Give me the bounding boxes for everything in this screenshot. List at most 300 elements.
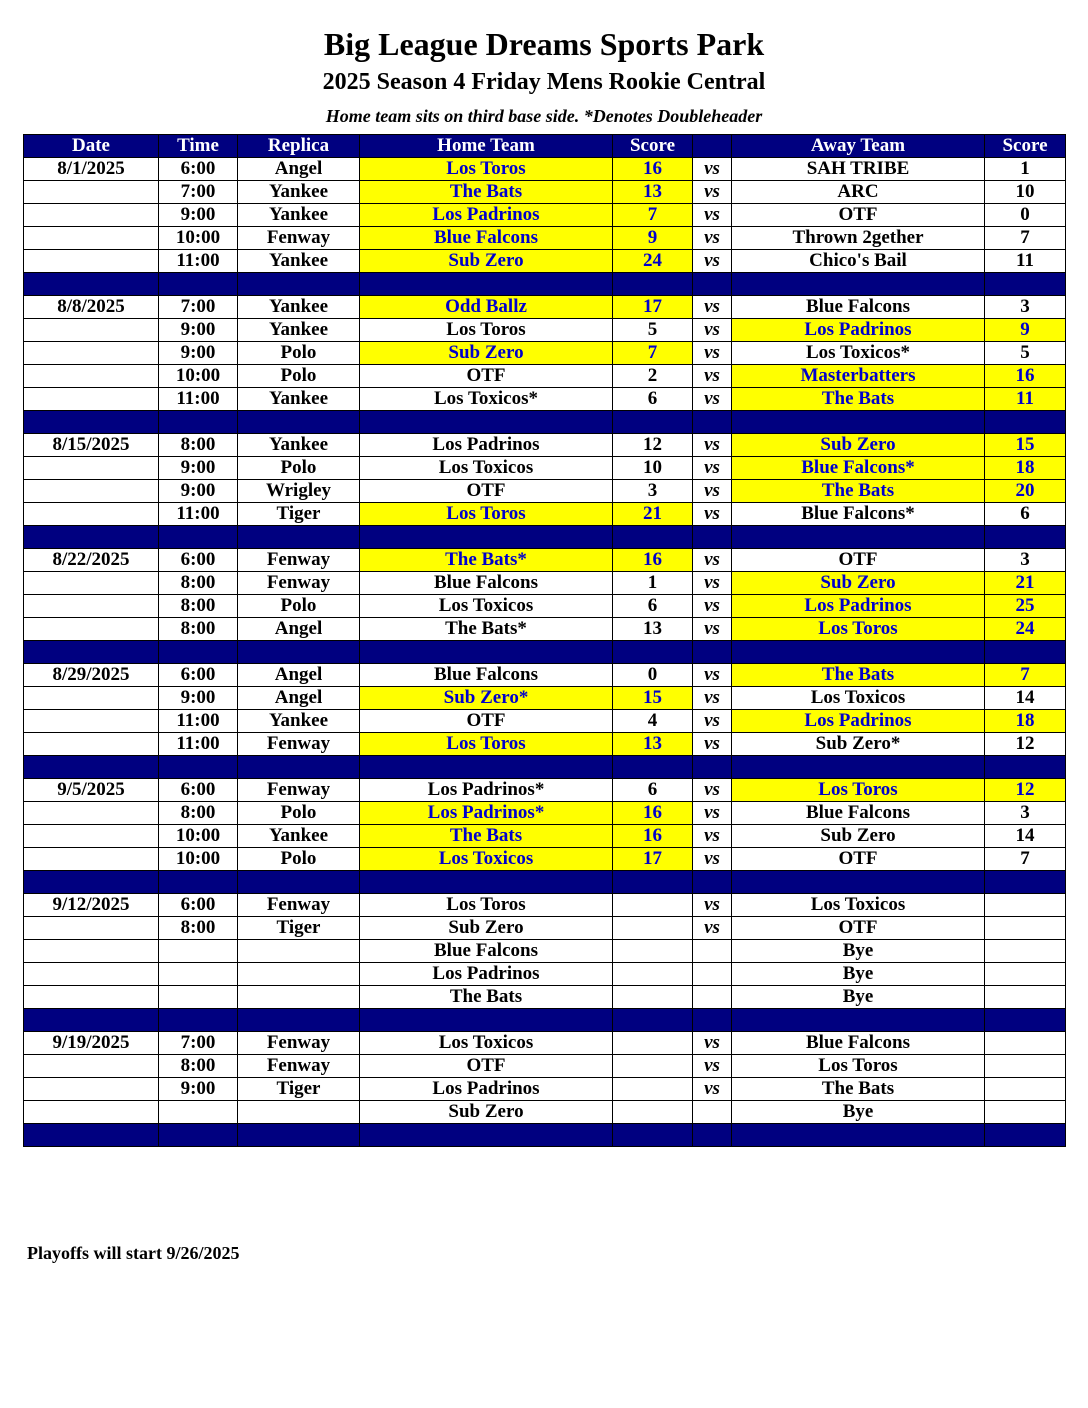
col-header-home-score: Score: [613, 135, 693, 158]
replica-cell: Fenway: [238, 549, 360, 572]
replica-cell: Yankee: [238, 296, 360, 319]
home-team-cell: Sub Zero: [360, 342, 613, 365]
home-team-cell: OTF: [360, 480, 613, 503]
away-team-cell: The Bats: [732, 664, 985, 687]
time-cell: 9:00: [159, 1078, 238, 1101]
table-row: [24, 664, 1066, 687]
home-score-cell: 13: [613, 733, 693, 756]
vs-label: vs: [693, 825, 732, 848]
home-team-cell: Blue Falcons: [360, 940, 613, 963]
separator-cell: [693, 411, 732, 434]
week-separator-row: [24, 871, 1066, 894]
time-cell: 8:00: [159, 802, 238, 825]
separator-cell: [159, 411, 238, 434]
date-cell: 9/19/2025: [24, 1032, 159, 1055]
time-cell: 9:00: [159, 457, 238, 480]
home-team-cell: Los Toros: [360, 158, 613, 181]
home-score-cell: 3: [613, 480, 693, 503]
home-team-cell: Los Padrinos: [360, 1078, 613, 1101]
table-row: [24, 296, 1066, 319]
vs-label: vs: [693, 480, 732, 503]
home-team-cell: Los Padrinos*: [360, 802, 613, 825]
col-header-away-score: Score: [985, 135, 1066, 158]
away-team-cell: OTF: [732, 917, 985, 940]
vs-label: vs: [693, 733, 732, 756]
separator-cell: [24, 756, 159, 779]
time-cell: 10:00: [159, 227, 238, 250]
table-row: [24, 986, 1066, 1009]
separator-cell: [732, 273, 985, 296]
date-cell: [24, 365, 159, 388]
schedule-note: Home team sits on third base side. *Denotes Doubleheader: [325, 106, 763, 126]
replica-cell: [238, 1101, 360, 1124]
home-team-cell: The Bats: [360, 825, 613, 848]
away-score-cell: 24: [985, 618, 1066, 641]
home-team-cell: Sub Zero: [360, 1101, 613, 1124]
home-team-cell: Los Toros: [360, 733, 613, 756]
replica-cell: Angel: [238, 618, 360, 641]
table-row: [24, 687, 1066, 710]
separator-cell: [732, 756, 985, 779]
table-row: [24, 572, 1066, 595]
replica-cell: Yankee: [238, 825, 360, 848]
table-row: [24, 250, 1066, 273]
week-separator-row: [24, 273, 1066, 296]
schedule-table: [23, 134, 1066, 1147]
time-cell: 11:00: [159, 503, 238, 526]
date-cell: [24, 572, 159, 595]
time-cell: 10:00: [159, 365, 238, 388]
time-cell: 8:00: [159, 595, 238, 618]
separator-cell: [985, 526, 1066, 549]
separator-cell: [238, 1124, 360, 1147]
time-cell: [159, 963, 238, 986]
home-score-cell: [613, 1078, 693, 1101]
separator-cell: [159, 1009, 238, 1032]
home-team-cell: Los Toxicos*: [360, 388, 613, 411]
replica-cell: Fenway: [238, 1032, 360, 1055]
date-cell: 8/29/2025: [24, 664, 159, 687]
separator-cell: [985, 1124, 1066, 1147]
away-score-cell: 21: [985, 572, 1066, 595]
home-team-cell: Los Toros: [360, 503, 613, 526]
table-row: [24, 710, 1066, 733]
date-cell: [24, 733, 159, 756]
vs-label: vs: [693, 595, 732, 618]
home-score-cell: [613, 894, 693, 917]
replica-cell: Polo: [238, 802, 360, 825]
col-header-vs: [693, 135, 732, 158]
home-score-cell: [613, 940, 693, 963]
home-score-cell: 6: [613, 388, 693, 411]
replica-cell: Fenway: [238, 227, 360, 250]
date-cell: [24, 963, 159, 986]
time-cell: 9:00: [159, 687, 238, 710]
vs-label: [693, 940, 732, 963]
home-team-cell: Los Toxicos: [360, 848, 613, 871]
away-score-cell: 14: [985, 687, 1066, 710]
home-score-cell: 12: [613, 434, 693, 457]
date-cell: 9/5/2025: [24, 779, 159, 802]
separator-cell: [732, 526, 985, 549]
vs-label: vs: [693, 549, 732, 572]
home-team-cell: Los Toros: [360, 894, 613, 917]
home-score-cell: [613, 986, 693, 1009]
away-score-cell: 7: [985, 664, 1066, 687]
replica-cell: Wrigley: [238, 480, 360, 503]
table-row: [24, 963, 1066, 986]
replica-cell: [238, 986, 360, 1009]
table-row: [24, 227, 1066, 250]
away-score-cell: 3: [985, 296, 1066, 319]
separator-cell: [985, 871, 1066, 894]
time-cell: [159, 940, 238, 963]
replica-cell: Polo: [238, 342, 360, 365]
away-team-cell: The Bats: [732, 480, 985, 503]
separator-cell: [693, 1124, 732, 1147]
time-cell: 6:00: [159, 894, 238, 917]
table-row: [24, 733, 1066, 756]
separator-cell: [693, 1009, 732, 1032]
separator-cell: [238, 641, 360, 664]
date-cell: [24, 204, 159, 227]
time-cell: 9:00: [159, 480, 238, 503]
date-cell: [24, 181, 159, 204]
home-team-cell: Los Padrinos: [360, 204, 613, 227]
separator-cell: [238, 756, 360, 779]
away-score-cell: [985, 1055, 1066, 1078]
home-score-cell: [613, 1101, 693, 1124]
replica-cell: [238, 940, 360, 963]
home-score-cell: 15: [613, 687, 693, 710]
time-cell: 7:00: [159, 1032, 238, 1055]
away-team-cell: Bye: [732, 940, 985, 963]
away-team-cell: SAH TRIBE: [732, 158, 985, 181]
replica-cell: Yankee: [238, 388, 360, 411]
separator-cell: [732, 871, 985, 894]
home-team-cell: Blue Falcons: [360, 664, 613, 687]
separator-cell: [360, 273, 613, 296]
away-score-cell: 0: [985, 204, 1066, 227]
away-team-cell: Sub Zero: [732, 572, 985, 595]
home-score-cell: 10: [613, 457, 693, 480]
separator-cell: [159, 641, 238, 664]
replica-cell: Tiger: [238, 917, 360, 940]
table-row: [24, 1055, 1066, 1078]
replica-cell: Polo: [238, 457, 360, 480]
replica-cell: Polo: [238, 595, 360, 618]
vs-label: vs: [693, 250, 732, 273]
separator-cell: [985, 273, 1066, 296]
week-separator-row: [24, 526, 1066, 549]
vs-label: vs: [693, 618, 732, 641]
table-row: [24, 434, 1066, 457]
date-cell: [24, 388, 159, 411]
away-score-cell: 18: [985, 457, 1066, 480]
home-score-cell: [613, 963, 693, 986]
time-cell: 6:00: [159, 664, 238, 687]
home-team-cell: Odd Ballz: [360, 296, 613, 319]
replica-cell: Fenway: [238, 1055, 360, 1078]
away-team-cell: The Bats: [732, 388, 985, 411]
separator-cell: [24, 526, 159, 549]
separator-cell: [360, 1124, 613, 1147]
away-score-cell: 18: [985, 710, 1066, 733]
separator-cell: [24, 273, 159, 296]
vs-label: vs: [693, 204, 732, 227]
replica-cell: [238, 963, 360, 986]
time-cell: 9:00: [159, 204, 238, 227]
away-score-cell: 25: [985, 595, 1066, 618]
date-cell: [24, 986, 159, 1009]
separator-cell: [985, 756, 1066, 779]
separator-cell: [24, 1009, 159, 1032]
replica-cell: Polo: [238, 848, 360, 871]
away-team-cell: Los Toxicos*: [732, 342, 985, 365]
table-row: [24, 1101, 1066, 1124]
away-team-cell: Blue Falcons: [732, 296, 985, 319]
away-score-cell: [985, 963, 1066, 986]
home-team-cell: The Bats: [360, 181, 613, 204]
table-row: [24, 549, 1066, 572]
away-team-cell: OTF: [732, 549, 985, 572]
date-cell: [24, 1055, 159, 1078]
home-team-cell: OTF: [360, 365, 613, 388]
date-cell: [24, 802, 159, 825]
away-score-cell: 12: [985, 733, 1066, 756]
time-cell: 10:00: [159, 825, 238, 848]
vs-label: vs: [693, 158, 732, 181]
away-score-cell: 20: [985, 480, 1066, 503]
separator-cell: [159, 1124, 238, 1147]
away-score-cell: 16: [985, 365, 1066, 388]
week-separator-row: [24, 1009, 1066, 1032]
home-score-cell: 24: [613, 250, 693, 273]
home-score-cell: 16: [613, 158, 693, 181]
away-team-cell: Los Toros: [732, 1055, 985, 1078]
vs-label: vs: [693, 365, 732, 388]
replica-cell: Yankee: [238, 250, 360, 273]
away-team-cell: ARC: [732, 181, 985, 204]
separator-cell: [360, 526, 613, 549]
date-cell: 9/12/2025: [24, 894, 159, 917]
replica-cell: Fenway: [238, 894, 360, 917]
time-cell: 9:00: [159, 319, 238, 342]
time-cell: 8:00: [159, 572, 238, 595]
replica-cell: Yankee: [238, 204, 360, 227]
separator-cell: [24, 871, 159, 894]
home-team-cell: Blue Falcons: [360, 227, 613, 250]
time-cell: 7:00: [159, 181, 238, 204]
away-score-cell: [985, 917, 1066, 940]
away-score-cell: 5: [985, 342, 1066, 365]
separator-cell: [985, 1009, 1066, 1032]
table-row: [24, 618, 1066, 641]
home-score-cell: 13: [613, 181, 693, 204]
vs-label: vs: [693, 181, 732, 204]
vs-label: vs: [693, 894, 732, 917]
separator-cell: [238, 871, 360, 894]
away-score-cell: 9: [985, 319, 1066, 342]
header-row: [24, 135, 1066, 158]
separator-cell: [360, 411, 613, 434]
page-subtitle: 2025 Season 4 Friday Mens Rookie Central: [322, 69, 766, 95]
away-team-cell: Los Padrinos: [732, 595, 985, 618]
date-cell: [24, 710, 159, 733]
date-cell: [24, 227, 159, 250]
date-cell: [24, 250, 159, 273]
home-score-cell: [613, 1032, 693, 1055]
home-score-cell: 7: [613, 204, 693, 227]
date-cell: [24, 319, 159, 342]
away-score-cell: 7: [985, 227, 1066, 250]
vs-label: vs: [693, 434, 732, 457]
time-cell: 11:00: [159, 733, 238, 756]
replica-cell: Yankee: [238, 319, 360, 342]
vs-label: vs: [693, 572, 732, 595]
separator-cell: [613, 411, 693, 434]
away-score-cell: [985, 1078, 1066, 1101]
away-team-cell: Sub Zero*: [732, 733, 985, 756]
vs-label: [693, 1101, 732, 1124]
vs-label: vs: [693, 848, 732, 871]
away-team-cell: Blue Falcons*: [732, 503, 985, 526]
time-cell: [159, 986, 238, 1009]
date-cell: [24, 848, 159, 871]
table-row: [24, 825, 1066, 848]
table-row: [24, 319, 1066, 342]
home-score-cell: 17: [613, 848, 693, 871]
away-team-cell: Los Padrinos: [732, 710, 985, 733]
replica-cell: Fenway: [238, 572, 360, 595]
table-row: [24, 917, 1066, 940]
separator-cell: [732, 641, 985, 664]
page-title: Big League Dreams Sports Park: [323, 26, 765, 62]
time-cell: 11:00: [159, 388, 238, 411]
table-row: [24, 503, 1066, 526]
replica-cell: Polo: [238, 365, 360, 388]
table-row: [24, 848, 1066, 871]
away-score-cell: [985, 986, 1066, 1009]
home-score-cell: 6: [613, 779, 693, 802]
home-team-cell: Blue Falcons: [360, 572, 613, 595]
separator-cell: [732, 411, 985, 434]
away-score-cell: 6: [985, 503, 1066, 526]
away-score-cell: [985, 894, 1066, 917]
separator-cell: [159, 273, 238, 296]
separator-cell: [24, 641, 159, 664]
replica-cell: Yankee: [238, 710, 360, 733]
table-row: [24, 1078, 1066, 1101]
table-row: [24, 342, 1066, 365]
away-score-cell: 14: [985, 825, 1066, 848]
home-score-cell: 9: [613, 227, 693, 250]
separator-cell: [613, 1009, 693, 1032]
col-header-date: Date: [24, 135, 159, 158]
table-row: [24, 1032, 1066, 1055]
vs-label: vs: [693, 503, 732, 526]
vs-label: vs: [693, 388, 732, 411]
home-team-cell: Los Toros: [360, 319, 613, 342]
home-team-cell: OTF: [360, 710, 613, 733]
vs-label: vs: [693, 1032, 732, 1055]
date-cell: [24, 618, 159, 641]
away-team-cell: Thrown 2gether: [732, 227, 985, 250]
away-score-cell: [985, 1032, 1066, 1055]
time-cell: 11:00: [159, 710, 238, 733]
away-score-cell: 3: [985, 802, 1066, 825]
vs-label: [693, 963, 732, 986]
home-score-cell: 1: [613, 572, 693, 595]
home-score-cell: 6: [613, 595, 693, 618]
away-team-cell: The Bats: [732, 1078, 985, 1101]
separator-cell: [693, 871, 732, 894]
week-separator-row: [24, 641, 1066, 664]
time-cell: 9:00: [159, 342, 238, 365]
separator-cell: [159, 871, 238, 894]
away-team-cell: Sub Zero: [732, 825, 985, 848]
date-cell: 8/1/2025: [24, 158, 159, 181]
table-row: [24, 779, 1066, 802]
week-separator-row: [24, 411, 1066, 434]
away-score-cell: 11: [985, 388, 1066, 411]
home-team-cell: Los Padrinos: [360, 963, 613, 986]
separator-cell: [985, 411, 1066, 434]
date-cell: 8/15/2025: [24, 434, 159, 457]
time-cell: 10:00: [159, 848, 238, 871]
vs-label: vs: [693, 802, 732, 825]
home-score-cell: 16: [613, 825, 693, 848]
away-score-cell: 3: [985, 549, 1066, 572]
away-team-cell: Los Toxicos: [732, 687, 985, 710]
vs-label: vs: [693, 319, 732, 342]
away-team-cell: Los Padrinos: [732, 319, 985, 342]
schedule-body: [24, 158, 1066, 1147]
away-team-cell: OTF: [732, 848, 985, 871]
separator-cell: [24, 411, 159, 434]
home-score-cell: 16: [613, 802, 693, 825]
separator-cell: [159, 756, 238, 779]
replica-cell: Tiger: [238, 503, 360, 526]
away-team-cell: Masterbatters: [732, 365, 985, 388]
vs-label: vs: [693, 296, 732, 319]
time-cell: 8:00: [159, 434, 238, 457]
replica-cell: Angel: [238, 687, 360, 710]
vs-label: vs: [693, 779, 732, 802]
home-score-cell: [613, 1055, 693, 1078]
home-team-cell: The Bats*: [360, 549, 613, 572]
date-cell: 8/22/2025: [24, 549, 159, 572]
away-score-cell: 1: [985, 158, 1066, 181]
home-score-cell: 16: [613, 549, 693, 572]
away-team-cell: OTF: [732, 204, 985, 227]
home-team-cell: Los Toxicos: [360, 1032, 613, 1055]
time-cell: 6:00: [159, 549, 238, 572]
week-separator-row: [24, 756, 1066, 779]
away-team-cell: Los Toxicos: [732, 894, 985, 917]
replica-cell: Yankee: [238, 181, 360, 204]
away-score-cell: 15: [985, 434, 1066, 457]
replica-cell: Tiger: [238, 1078, 360, 1101]
time-cell: 6:00: [159, 779, 238, 802]
separator-cell: [238, 526, 360, 549]
separator-cell: [360, 756, 613, 779]
replica-cell: Angel: [238, 158, 360, 181]
separator-cell: [613, 526, 693, 549]
separator-cell: [693, 641, 732, 664]
separator-cell: [732, 1009, 985, 1032]
date-cell: 8/8/2025: [24, 296, 159, 319]
